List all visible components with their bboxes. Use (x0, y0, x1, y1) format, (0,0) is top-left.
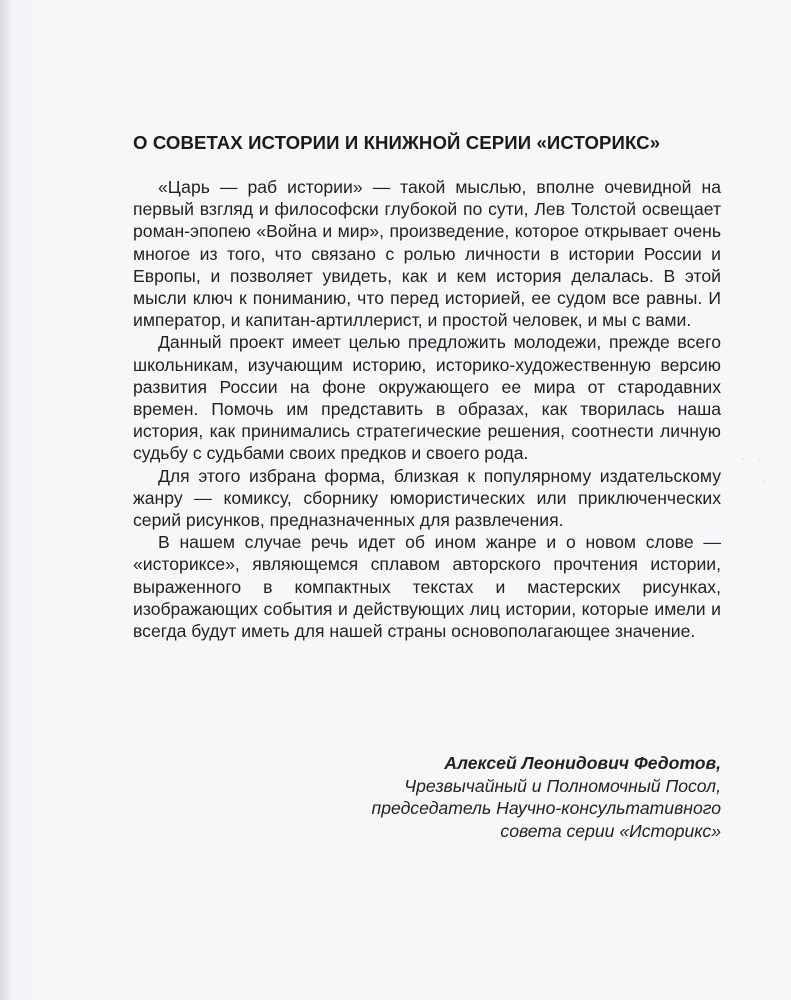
signature-block (372, 752, 721, 842)
signature-line-2: председатель Научно-консультативного (371, 798, 721, 819)
paper-speckle (737, 455, 777, 515)
paragraph-2: Данный проект имеет целью предложить молодежи, прежде всего школьникам, изучающим историю, историко-художественную версию развития России на фоне окружающего ее мира от стародавних времен. Помочь им представить в образах, как творилась наша история, как принимались стратегические решения, соотнести личную судьбу с судьбами своих предков и своего рода. (133, 332, 721, 464)
paragraph-4: В нашем случае речь идет об ином жанре и о новом слове — «историксе», являющемся сплавом авторского прочтения истории, выраженного в компактных текстах и мастерских рисунках, изображающих события и действующих лиц истории, которые имели и всегда будут иметь для нашей страны основополагающее значение. (133, 532, 721, 642)
spine-shadow (0, 0, 10, 1000)
signature-line-3: совета серии «Историкс» (500, 820, 721, 841)
paragraph-3: Для этого избрана форма, близкая к популярному издательскому жанру — комиксу, сборнику юмористических или приключенческих серий рисунков, предназначенных для развлечения. (133, 465, 721, 531)
page-title: О СОВЕТАХ ИСТОРИИ И КНИЖНОЙ СЕРИИ «ИСТОРИКС» (133, 132, 661, 153)
signature-line-1: Чрезвычайный и Полномочный Посол, (404, 775, 721, 796)
paragraph-1: «Царь — раб истории» — такой мыслью, вполне очевидной на первый взгляд и философски глубокой по сути, Лев Толстой освещает роман-эпопею «Война и мир», произведение, которое открывает очень многое из того, что связано с ролью личности в истории России и Европы, и позволяет увидеть, как и кем история делалась. В этой мысли ключ к пониманию, что перед историей, ее судом все равны. И император, и капитан-артиллерист, и простой человек, и мы с вами. (133, 177, 721, 331)
body-text (133, 176, 721, 642)
signature-name: Алексей Леонидович Федотов, (444, 753, 721, 773)
